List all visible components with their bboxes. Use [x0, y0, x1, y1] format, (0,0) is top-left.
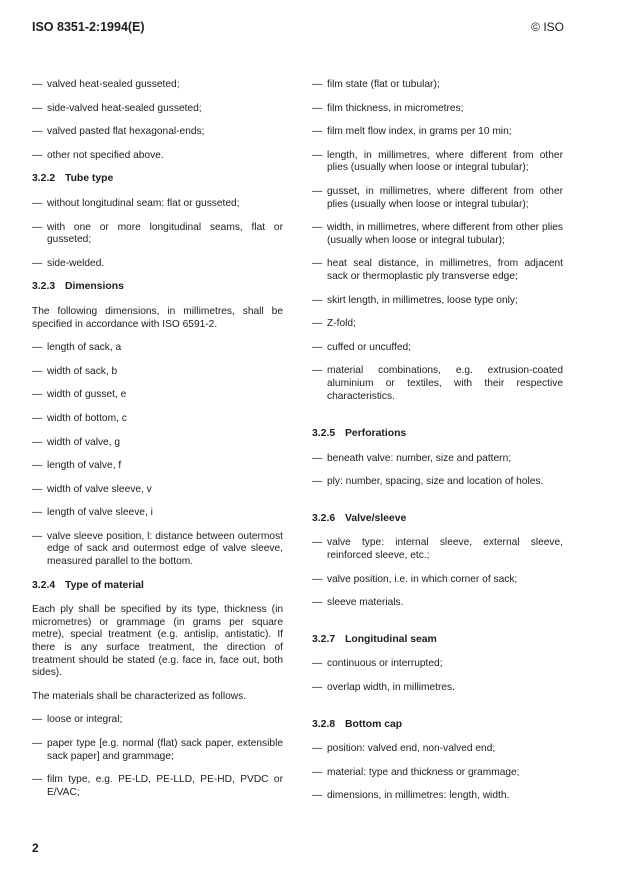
list-item: — valve type: internal sleeve, external sleeve, reinforced sleeve, etc.;: [312, 537, 563, 562]
left-column: [32, 79, 283, 810]
list-item: — continuous or interrupted;: [312, 658, 443, 670]
section-heading-3-2-3: 3.2.3 Dimensions: [32, 281, 124, 293]
section-heading-3-2-5: 3.2.5 Perforations: [312, 428, 407, 440]
list-item: — side-welded.: [32, 257, 105, 269]
list-item: — skirt length, in millimetres, loose type only;: [312, 294, 518, 306]
list-item: — loose or integral;: [32, 714, 123, 726]
list-item: — width of valve, g: [32, 436, 121, 448]
list-item: — width of valve sleeve, v: [32, 483, 152, 495]
list-item: — film state (flat or tubular);: [312, 79, 440, 90]
list-item: — other not specified above.: [32, 149, 164, 161]
list-item: — without longitudinal seam: flat or gusseted;: [32, 197, 240, 209]
material-intro: The materials shall be characterized as follows.: [32, 690, 247, 702]
list-item: — heat seal distance, in millimetres, from adjacent sack or thermoplastic ply transverse edge;: [312, 258, 563, 282]
page-header: [32, 20, 564, 36]
list-item: — beneath valve: number, size and pattern;: [312, 452, 512, 464]
list-item: — gusset, in millimetres, where different from other plies (usually when loose or integral tubular);: [312, 185, 563, 210]
dimensions-intro: The following dimensions, in millimetres, shall be specified in accordance with ISO 6591-2.: [32, 305, 283, 330]
list-item: — film type, e.g. PE-LD, PE-LLD, PE-HD, PVDC or E/VAC;: [32, 774, 283, 798]
list-item: — material: type and thickness or grammage;: [312, 766, 520, 778]
page-number: 2: [32, 841, 39, 855]
list-item: — valve sleeve position, l: distance between outermost edge of sack and outermost edge of valve sleeve, measured parallel to the bottom.: [32, 530, 283, 568]
list-item: — with one or more longitudinal seams, flat or gusseted;: [32, 221, 283, 246]
material-paragraph: Each ply shall be specified by its type, thickness (in micrometres) or grammage (in grams per square metre), special treatment (e.g. antislip, antistatic). If there is any surface treatment, the direction of treatment should be stated (e.g. face in, face out, both sides).: [32, 604, 283, 679]
list-item: — paper type [e.g. normal (flat) sack paper, extensible sack paper] and grammage;: [32, 738, 283, 762]
list-item: — Z-fold;: [312, 318, 356, 330]
list-item: — sleeve materials.: [312, 597, 404, 609]
list-item: — valved pasted flat hexagonal-ends;: [32, 126, 205, 138]
list-item: — ply: number, spacing, size and location of holes.: [312, 476, 544, 488]
list-item: — width of bottom, c: [32, 412, 127, 424]
list-item: — overlap width, in millimetres.: [312, 682, 455, 694]
list-item: — length, in millimetres, where different from other plies (usually when loose or integral tubular);: [312, 149, 563, 174]
section-heading-3-2-6: 3.2.6 Valve/sleeve: [312, 512, 407, 524]
list-item: — length of valve sleeve, i: [32, 507, 153, 519]
list-item: — width of gusset, e: [32, 389, 127, 401]
section-heading-3-2-8: 3.2.8 Bottom cap: [312, 718, 403, 730]
list-item: — valved heat-sealed gusseted;: [32, 79, 180, 90]
copyright-mark: © ISO: [531, 20, 564, 34]
list-item: — side-valved heat-sealed gusseted;: [32, 102, 202, 114]
section-heading-3-2-4: 3.2.4 Type of material: [32, 579, 144, 591]
list-item: — film thickness, in micrometres;: [312, 102, 464, 114]
right-column: [312, 79, 563, 814]
standard-code: ISO 8351-2:1994(E): [32, 20, 145, 34]
section-heading-3-2-2: 3.2.2 Tube type: [32, 173, 114, 185]
list-item: — dimensions, in millimetres: length, width.: [312, 790, 510, 802]
list-item: — film melt flow index, in grams per 10 min;: [312, 126, 512, 138]
list-item: — cuffed or uncuffed;: [312, 341, 412, 353]
list-item: — width of sack, b: [32, 365, 118, 377]
section-heading-3-2-7: 3.2.7 Longitudinal seam: [312, 633, 437, 645]
list-item: — width, in millimetres, where different from other plies (usually when loose or integral tubular);: [312, 222, 563, 246]
list-item: — position: valved end, non-valved end;: [312, 743, 496, 755]
list-item: — length of sack, a: [32, 342, 122, 354]
list-item: — valve position, i.e. in which corner of sack;: [312, 573, 518, 585]
list-item: — length of valve, f: [32, 460, 122, 472]
list-item: — material combinations, e.g. extrusion-coated aluminium or textiles, with their respective characteristics.: [312, 365, 563, 402]
